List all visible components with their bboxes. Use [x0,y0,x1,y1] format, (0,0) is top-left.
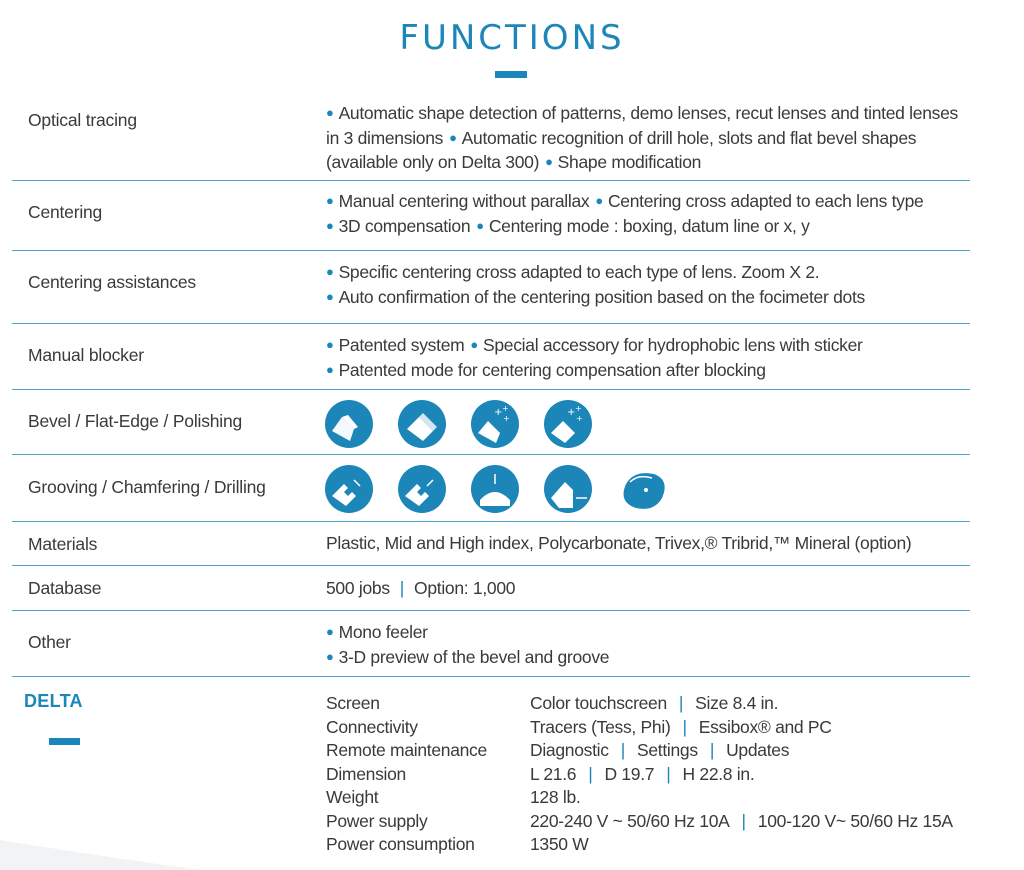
row-label: Other [28,632,71,652]
row-other [12,610,970,677]
row-label: Grooving / Chamfering / Drilling [28,477,266,497]
chamfer-width-icon [543,464,593,514]
flat-edge-icon [397,399,447,449]
row-content: ● Mono feeler ● 3-D preview of the bevel and groove [326,622,610,667]
row-manual-blocker [12,323,970,390]
delta-underline [49,738,80,745]
page-title: FUNCTIONS [399,18,625,58]
spec-row: Screen Color touchscreen | Size 8.4 in. [326,693,779,713]
background-swoosh [0,810,220,870]
grooving-icons [324,464,695,514]
chamfer-icon [397,464,447,514]
polished-flat-icon [543,399,593,449]
row-content: ● Manual centering without parallax ● Centering cross adapted to each lens type ● 3D compensation ● Centering mode : boxing, datum line or x, y [326,191,924,236]
svg-text:+: + [503,414,510,423]
row-grooving-chamfering-drilling [12,454,970,522]
row-centering-assistances [12,250,970,324]
spec-row: Connectivity Tracers (Tess, Phi) | Essibox® and PC [326,716,832,737]
row-label: Materials [28,534,98,554]
row-content: ● Specific centering cross adapted to each type of lens. Zoom X 2. ● Auto confirmation of the centering position based on the focimeter dots [326,262,865,307]
row-optical-tracing [12,98,970,181]
polished-bevel-icon [470,399,520,449]
delta-specs [326,692,953,857]
svg-text:+: + [494,407,503,418]
bevel-edge-icon [324,399,374,449]
row-bevel-flat-polishing [12,389,970,455]
row-content: Plastic, Mid and High index, Polycarbonate, Trivex,® Tribrid,™ Mineral (option) [326,533,912,553]
spec-row: Weight 128 lb. [326,787,581,807]
row-content: ● Automatic shape detection of patterns, demo lenses, recut lenses and tinted lenses in 3 dimensions ● Automatic recognition of drill hole, slots and flat bevel shapes (available only on Delta 300) ● Shape modification [326,103,958,172]
bevel-icons [324,399,616,449]
groove-icon [324,464,374,514]
title-underline [495,71,527,78]
spec-row: Dimension L 21.6 | D 19.7 | H 22.8 in. [326,763,755,784]
spec-row: Power supply 220-240 V ~ 50/60 Hz 10A | 100-120 V~ 50/60 Hz 15A [326,810,953,831]
svg-text:+: + [502,404,509,413]
row-label: Manual blocker [28,345,144,365]
spec-row: Remote maintenance Diagnostic | Settings | Updates [326,740,790,760]
svg-text:+: + [576,414,583,423]
drilling-icon [616,464,672,514]
row-database [12,565,970,611]
row-label: Centering assistances [28,272,196,292]
row-content: 500 jobs | Option: 1,000 [326,578,516,598]
delta-heading: DELTA [24,691,83,711]
spec-row: Power consumption 1350 W [326,834,589,854]
row-label: Centering [28,202,103,222]
svg-text:+: + [567,407,576,418]
row-content: ● Patented system ● Special accessory for hydrophobic lens with sticker ● Patented mode for centering compensation after blocking [326,335,863,380]
row-label: Optical tracing [28,110,137,130]
groove-depth-icon [470,464,520,514]
row-label: Database [28,578,102,598]
row-label: Bevel / Flat-Edge / Polishing [28,411,243,431]
row-materials [12,521,970,566]
svg-text:+: + [575,404,582,413]
row-centering [12,180,970,251]
